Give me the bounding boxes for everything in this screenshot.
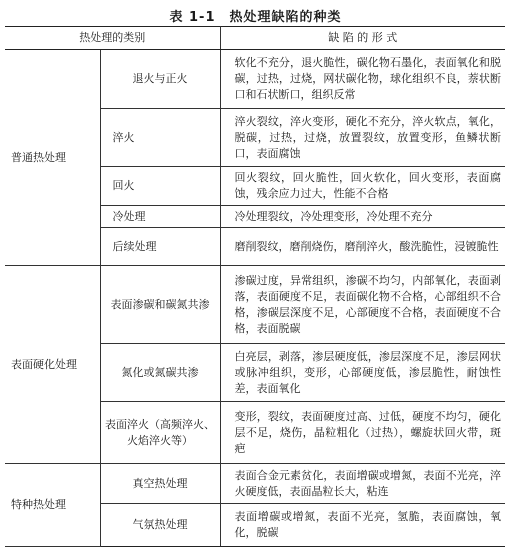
subcategory-cell: 回火 xyxy=(100,167,220,206)
subcategory-cell: 气氛热处理 xyxy=(100,504,220,547)
subcategory-cell: 冷处理 xyxy=(100,206,220,228)
subcategory-cell: 表面渗碳和碳氮共渗 xyxy=(100,266,220,344)
subcategory-cell: 氮化或氮碳共渗 xyxy=(100,344,220,402)
table-number: 表 1-1 xyxy=(169,10,216,25)
defect-cell: 渗碳过度，异常组织，渗碳不均匀，内部氧化，表面剥落，表面硬度不足，表面碳化物不合格，心部组织不合格，渗碳层深度不足，心部硬度不合格，表面硬度不合格，表面脱碳 xyxy=(220,266,505,344)
table-caption xyxy=(0,6,511,25)
subcategory-cell: 淬火 xyxy=(100,109,220,167)
header-category: 热处理的类别 xyxy=(5,27,220,50)
table-title: 热处理缺陷的种类 xyxy=(229,10,342,25)
defect-types-table xyxy=(5,26,505,547)
subcategory-cell: 退火与正火 xyxy=(100,50,220,109)
defect-cell: 软化不充分，退火脆性，碳化物石墨化，表面氧化和脱碳，过热，过烧，网状碳化物，球化组织不良，萘状断口和石状断口，组织反常 xyxy=(220,50,505,109)
category-cell: 表面硬化处理 xyxy=(5,266,100,464)
header-defect-form: 缺 陷 的 形 式 xyxy=(220,27,505,50)
defect-cell: 磨削裂纹，磨削烧伤，磨削淬火，酸洗脆性，浸镀脆性 xyxy=(220,228,505,266)
table-row xyxy=(5,464,505,504)
subcategory-cell: 真空热处理 xyxy=(100,464,220,504)
defect-cell: 表面合金元素贫化，表面增碳或增氮，表面不光亮，淬火硬度低，表面晶粒长大，粘连 xyxy=(220,464,505,504)
defect-cell: 变形，裂纹，表面硬度过高、过低，硬度不均匀，硬化层不足，烧伤，晶粒粗化（过热），螺旋状回火带，斑疤 xyxy=(220,402,505,464)
subcategory-cell: 后续处理 xyxy=(100,228,220,266)
defect-cell: 表面增碳或增氮，表面不光亮，氢脆，表面腐蚀，氧化，脱碳 xyxy=(220,504,505,547)
defect-cell: 白亮层，剥落，渗层硬度低，渗层深度不足，渗层网状或脉冲组织，变形，心部硬度低，渗层脆性，耐蚀性差，表面氧化 xyxy=(220,344,505,402)
subcategory-cell: 表面淬火（高频淬火、火焰淬火等） xyxy=(100,402,220,464)
category-cell: 特种热处理 xyxy=(5,464,100,547)
category-cell: 普通热处理 xyxy=(5,50,100,266)
header-row xyxy=(5,27,505,50)
defect-cell: 回火裂纹，回火脆性，回火软化，回火变形，表面腐蚀，残余应力过大，性能不合格 xyxy=(220,167,505,206)
defect-cell: 淬火裂纹，淬火变形，硬化不充分，淬火软点，氧化，脱碳，过热，过烧，放置裂纹，放置变形，鱼鳞状断口，表面腐蚀 xyxy=(220,109,505,167)
table-row xyxy=(5,50,505,109)
table-row xyxy=(5,266,505,344)
defect-cell: 冷处理裂纹，冷处理变形，冷处理不充分 xyxy=(220,206,505,228)
